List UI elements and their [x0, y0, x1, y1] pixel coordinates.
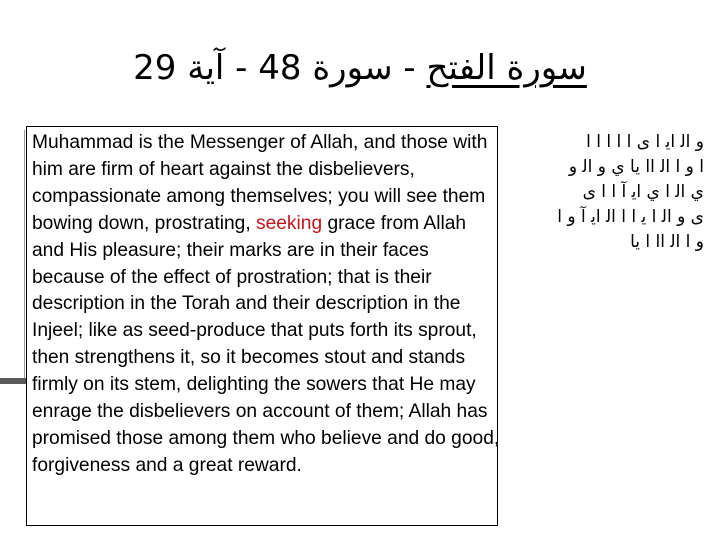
arabic-line-3: ﻱ ﺍﻟ ﺍ ﻱ ﺍﻳ ﺁ ﺍ ﺍ ﻯ	[582, 182, 704, 202]
decorative-rule	[0, 130, 25, 380]
arabic-line-2: ﺍ و ﺍ ﺍﻟ ﺍﺍ ﻳﺎ ﻱ و ﺍﻟ و	[568, 157, 704, 177]
arabic-verse-text	[508, 130, 704, 255]
arabic-line-5: و ﺍ ﺍﻟ ﺍﺍ ﺍ ﻳﺎ	[630, 232, 704, 252]
translation-text-start: Muhammad is the Messenger of Allah, and those with him are firm of heart against the disbelievers, compassionate among themselves; you will see them bowing down, prostrating,	[32, 132, 488, 234]
arabic-line-4: ﻯ و ﺍﻟ ﺍ ﻳ ﺍ ﺍ ﺍﻟ ﺍﻳ ﺁ و ﺍ	[557, 207, 704, 227]
english-translation	[32, 130, 502, 480]
title-verse-ref: - سورة 48 - آية 29	[133, 48, 427, 88]
slide-title	[0, 44, 720, 92]
arabic-line-1: و ﺍﻟ ﺍﻳ ﺍ ﻯ ﺍ ﺍ ﺍ ﺍ ﺍ	[586, 132, 704, 152]
title-surah-name: سورة الفتح	[426, 48, 587, 88]
translation-text-end: grace from Allah and His pleasure; their marks are in their faces because of the effect of prostration; that is their description in the Torah and their description in the Injeel; like as seed-produce that puts forth its sprout, then strengthens it, so it becomes stout and stands firmly on its stem, delighting the sowers that He may enrage the disbelievers on account of them; Allah has promised those among them who believe and do good, forgiveness and a great reward.	[32, 212, 500, 476]
highlighted-word: seeking	[255, 212, 323, 234]
